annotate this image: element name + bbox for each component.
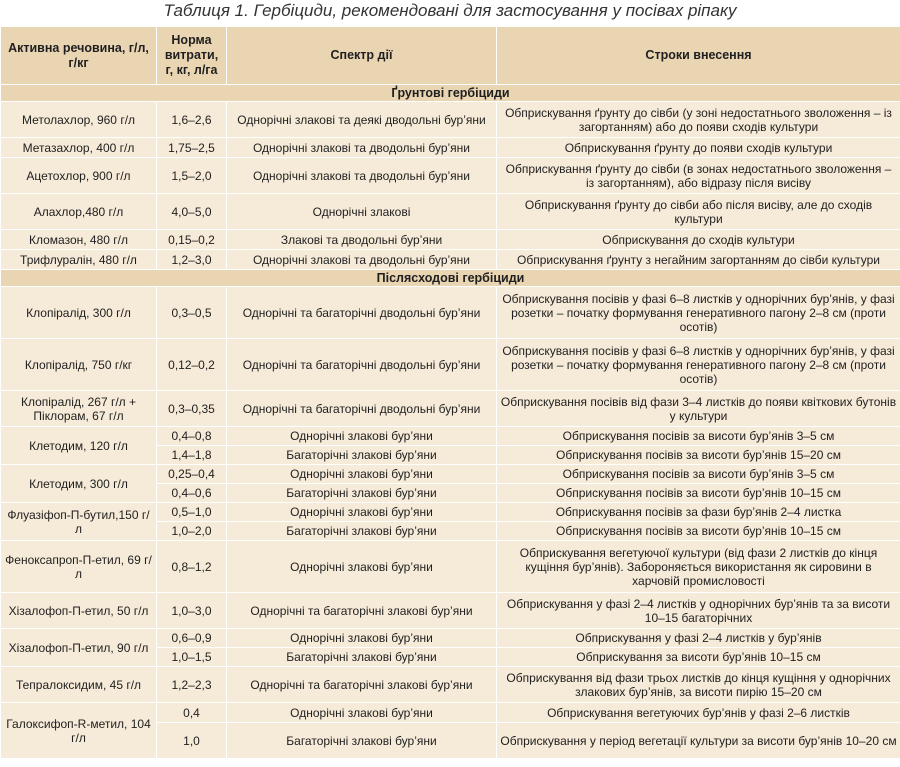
table-row xyxy=(1,667,900,703)
table-row xyxy=(1,427,900,446)
table-body xyxy=(1,85,900,759)
cell-timing: Обприскування ґрунту до сівби (в зонах недостатнього зволоження – із загортанням), або відразу після висіву xyxy=(497,158,900,194)
table-row xyxy=(1,194,900,230)
cell-rate: 0,25–0,4 xyxy=(157,465,227,484)
table-row xyxy=(1,391,900,427)
cell-spectrum: Однорічні злакові та деякі дводольні бур’яни xyxy=(227,102,497,138)
cell-timing: Обприскування посівів від фази 3–4 листків до появи квіткових бутонів у культури xyxy=(497,391,900,427)
cell-spectrum: Однорічні злакові бур’яни xyxy=(227,703,497,723)
table-row xyxy=(1,541,900,593)
cell-spectrum: Однорічні злакові xyxy=(227,194,497,230)
cell-rate: 1,75–2,5 xyxy=(157,138,227,158)
cell-rate: 0,4–0,8 xyxy=(157,427,227,446)
cell-substance: Тепралоксидим, 45 г/л xyxy=(1,667,157,703)
cell-spectrum: Однорічні злакові та дводольні бур’яни xyxy=(227,250,497,270)
header-timing: Строки внесення xyxy=(497,27,900,85)
cell-substance: Флуазіфоп-П-бутил,150 г/л xyxy=(1,503,157,541)
cell-timing: Обприскування вегетуючих бур’янів у фазі 2–6 листків xyxy=(497,703,900,723)
cell-timing: Обприскування за висоти бур’янів 10–15 см xyxy=(497,648,900,667)
cell-timing: Обприскування ґрунту до появи сходів культури xyxy=(497,138,900,158)
cell-spectrum: Однорічні та багаторічні злакові бур’яни xyxy=(227,667,497,703)
cell-spectrum: Багаторічні злакові бур’яни xyxy=(227,522,497,541)
header-substance: Активна речовина, г/л, г/кг xyxy=(1,27,157,85)
cell-substance: Метазахлор, 400 г/л xyxy=(1,138,157,158)
cell-rate: 1,6–2,6 xyxy=(157,102,227,138)
cell-spectrum: Однорічні та багаторічні дводольні бур’яни xyxy=(227,339,497,391)
cell-rate: 0,12–0,2 xyxy=(157,339,227,391)
cell-rate: 1,0 xyxy=(157,723,227,759)
cell-substance: Феноксапроп-П-етил, 69 г/л xyxy=(1,541,157,593)
cell-spectrum: Однорічні та багаторічні дводольні бур’яни xyxy=(227,391,497,427)
header-spectrum: Спектр дії xyxy=(227,27,497,85)
table-row xyxy=(1,287,900,339)
cell-timing: Обприскування посівів за висоти бур’янів 3–5 см xyxy=(497,465,900,484)
cell-rate: 4,0–5,0 xyxy=(157,194,227,230)
cell-substance: Клопіралід, 300 г/л xyxy=(1,287,157,339)
header-rate: Норма витрати, г, кг, л/га xyxy=(157,27,227,85)
cell-spectrum: Однорічні злакові та дводольні бур’яни xyxy=(227,158,497,194)
cell-rate: 0,8–1,2 xyxy=(157,541,227,593)
herbicides-table xyxy=(0,26,900,759)
cell-rate: 0,5–1,0 xyxy=(157,503,227,522)
cell-spectrum: Однорічні злакові бур’яни xyxy=(227,465,497,484)
table-header-row xyxy=(1,27,900,85)
cell-rate: 1,4–1,8 xyxy=(157,446,227,465)
cell-substance: Хізалофоп-П-етил, 90 г/л xyxy=(1,629,157,667)
table-row xyxy=(1,465,900,484)
cell-spectrum: Однорічні та багаторічні дводольні бур’яни xyxy=(227,287,497,339)
cell-substance: Трифлуралін, 480 г/л xyxy=(1,250,157,270)
cell-timing: Обприскування посівів за висоти бур’янів 3–5 см xyxy=(497,427,900,446)
table-row xyxy=(1,102,900,138)
cell-spectrum: Однорічні та багаторічні злакові бур’яни xyxy=(227,593,497,629)
cell-substance: Клопіралід, 267 г/л + Піклорам, 67 г/л xyxy=(1,391,157,427)
table-row xyxy=(1,138,900,158)
cell-timing: Обприскування вегетуючої культури (від фази 2 листків до кінця кущіння бур’янів). Забороняється використання як сировини в харчовій промисловості xyxy=(497,541,900,593)
cell-substance: Клопіралід, 750 г/кг xyxy=(1,339,157,391)
cell-substance: Метолахлор, 960 г/л xyxy=(1,102,157,138)
table-row xyxy=(1,629,900,648)
cell-spectrum: Однорічні злакові та дводольні бур’яни xyxy=(227,138,497,158)
cell-timing: Обприскування посівів за висоти бур’янів 10–15 см xyxy=(497,522,900,541)
table-row xyxy=(1,250,900,270)
table-caption: Таблиця 1. Гербіциди, рекомендовані для застосування у посівах ріпаку xyxy=(163,1,737,20)
cell-spectrum: Однорічні злакові бур’яни xyxy=(227,541,497,593)
cell-substance: Клетодим, 300 г/л xyxy=(1,465,157,503)
cell-substance: Ацетохлор, 900 г/л xyxy=(1,158,157,194)
cell-rate: 0,4 xyxy=(157,703,227,723)
cell-rate: 1,2–3,0 xyxy=(157,250,227,270)
section-header-row xyxy=(1,85,900,102)
cell-rate: 1,5–2,0 xyxy=(157,158,227,194)
cell-spectrum: Багаторічні злакові бур’яни xyxy=(227,484,497,503)
table-row xyxy=(1,503,900,522)
cell-timing: Обприскування ґрунту до сівби або після висіву, але до сходів культури xyxy=(497,194,900,230)
cell-substance: Алахлор,480 г/л xyxy=(1,194,157,230)
cell-substance: Кломазон, 480 г/л xyxy=(1,230,157,250)
cell-spectrum: Багаторічні злакові бур’яни xyxy=(227,446,497,465)
cell-spectrum: Багаторічні злакові бур’яни xyxy=(227,648,497,667)
cell-rate: 1,0–2,0 xyxy=(157,522,227,541)
cell-timing: Обприскування у фазі 2–4 листків у однорічних бур’янів та за висоти 10–15 багаторічних xyxy=(497,593,900,629)
cell-timing: Обприскування ґрунту до сівби (у зоні недостатнього зволоження – із загортанням) або до появи сходів культури xyxy=(497,102,900,138)
cell-rate: 1,0–1,5 xyxy=(157,648,227,667)
cell-substance: Галоксифоп-R-метил, 104 г/л xyxy=(1,703,157,759)
cell-rate: 0,6–0,9 xyxy=(157,629,227,648)
cell-timing: Обприскування від фази трьох листків до кінця кущіння у однорічних злакових бур’янів, за висоти пирію 15–20 см xyxy=(497,667,900,703)
cell-spectrum: Однорічні злакові бур’яни xyxy=(227,629,497,648)
cell-timing: Обприскування до сходів культури xyxy=(497,230,900,250)
cell-substance: Клетодим, 120 г/л xyxy=(1,427,157,465)
cell-spectrum: Багаторічні злакові бур’яни xyxy=(227,723,497,759)
section-title: Післясходові гербіциди xyxy=(1,270,900,287)
cell-spectrum: Однорічні злакові бур’яни xyxy=(227,427,497,446)
table-row xyxy=(1,158,900,194)
table-row xyxy=(1,593,900,629)
cell-substance: Хізалофоп-П-етил, 50 г/л xyxy=(1,593,157,629)
cell-timing: Обприскування у фазі 2–4 листків у бур’янів xyxy=(497,629,900,648)
cell-rate: 1,2–2,3 xyxy=(157,667,227,703)
cell-spectrum: Злакові та дводольні бур’яни xyxy=(227,230,497,250)
cell-timing: Обприскування у період вегетації культури за висоти бур’янів 10–20 см xyxy=(497,723,900,759)
section-title: Ґрунтові гербіциди xyxy=(1,85,900,102)
cell-rate: 1,0–3,0 xyxy=(157,593,227,629)
cell-timing: Обприскування посівів у фазі 6–8 листків у однорічних бур’янів, у фазі розетки – початку формування генеративного пагону 2–8 см (проти осотів) xyxy=(497,287,900,339)
cell-timing: Обприскування посівів за висоти бур’янів 10–15 см xyxy=(497,484,900,503)
section-header-row xyxy=(1,270,900,287)
cell-rate: 0,15–0,2 xyxy=(157,230,227,250)
table-row xyxy=(1,339,900,391)
cell-timing: Обприскування ґрунту з негайним загортанням до сівби культури xyxy=(497,250,900,270)
table-row xyxy=(1,703,900,723)
cell-timing: Обприскування посівів за висоти бур’янів 15–20 см xyxy=(497,446,900,465)
cell-rate: 0,4–0,6 xyxy=(157,484,227,503)
cell-rate: 0,3–0,5 xyxy=(157,287,227,339)
cell-timing: Обприскування посівів у фазі 6–8 листків у однорічних бур’янів, у фазі розетки – початку формування генеративного пагону 2–8 см (проти осотів) xyxy=(497,339,900,391)
cell-timing: Обприскування посівів за фази бур’янів 2–4 листка xyxy=(497,503,900,522)
cell-rate: 0,3–0,35 xyxy=(157,391,227,427)
table-row xyxy=(1,230,900,250)
cell-spectrum: Однорічні злакові бур’яни xyxy=(227,503,497,522)
